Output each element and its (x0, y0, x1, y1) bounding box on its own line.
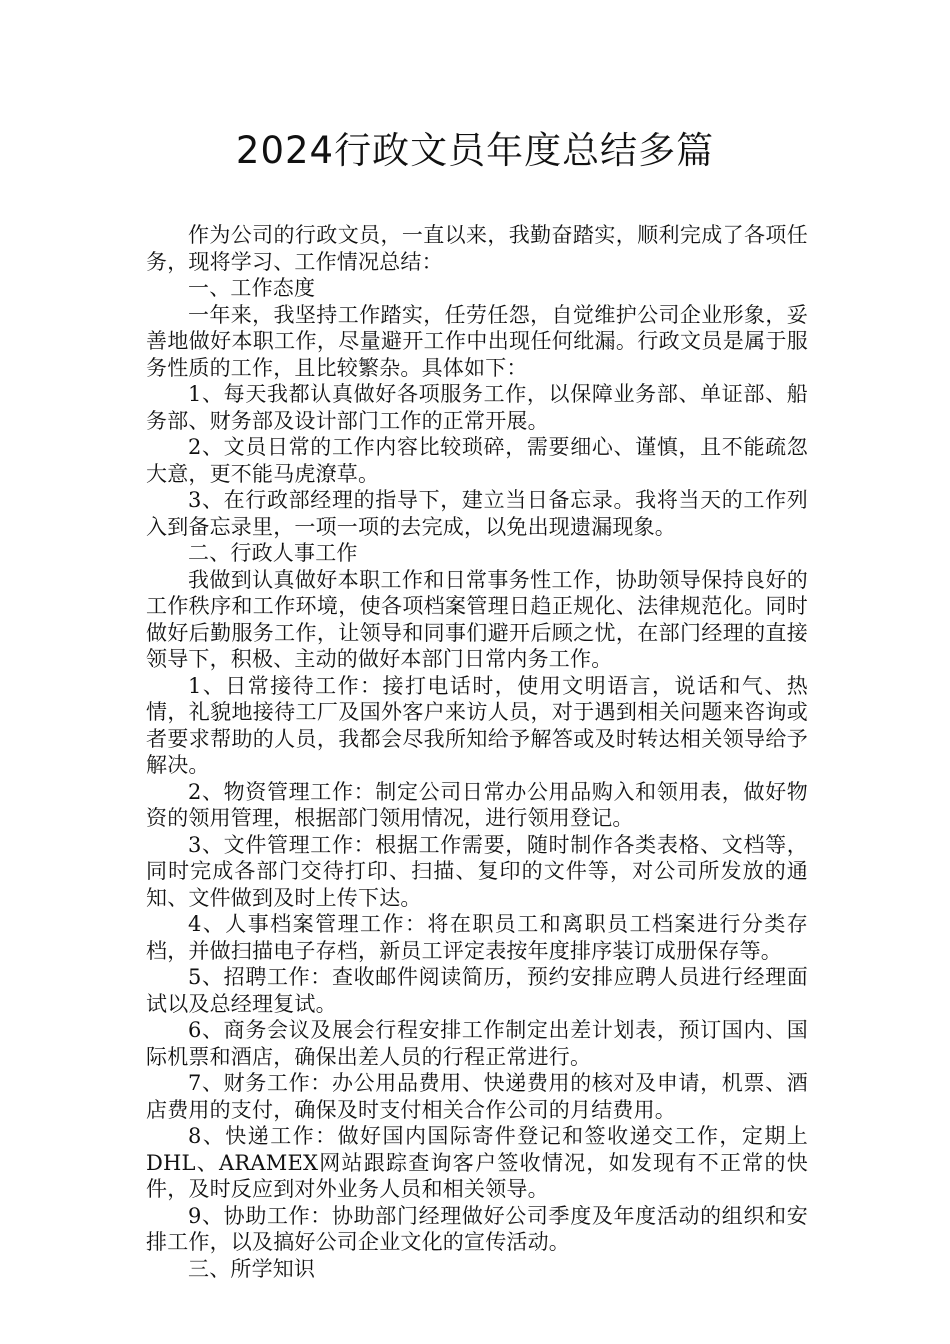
list-item: 1、每天我都认真做好各项服务工作，以保障业务部、单证部、船务部、财务部及设计部门工作的正常开展。 (146, 382, 808, 433)
list-item: 2、物资管理工作：制定公司日常办公用品购入和领用表，做好物资的领用管理，根据部门领用情况，进行领用登记。 (146, 779, 808, 830)
list-item: 8、快递工作：做好国内国际寄件登记和签收递交工作，定期上DHL、ARAMEX网站跟踪查询客户签收情况，如发现有不正常的快件，及时反应到对外业务人员和相关领导。 (146, 1124, 808, 1201)
list-item: 2、文员日常的工作内容比较琐碎，需要细心、谨慎，且不能疏忽大意，更不能马虎潦草。 (146, 435, 808, 486)
paragraph-intro: 作为公司的行政文员，一直以来，我勤奋踏实，顺利完成了各项任务，现将学习、工作情况总结： (146, 223, 808, 274)
list-item: 9、协助工作：协助部门经理做好公司季度及年度活动的组织和安排工作，以及搞好公司企业文化的宣传活动。 (146, 1203, 808, 1254)
section-heading-knowledge: 三、所学知识 (188, 1256, 316, 1281)
list-item: 6、商务会议及展会行程安排工作制定出差计划表，预订国内、国际机票和酒店，确保出差人员的行程正常进行。 (146, 1018, 808, 1069)
list-item: 3、在行政部经理的指导下，建立当日备忘录。我将当天的工作列入到备忘录里，一项一项的去完成，以免出现遗漏现象。 (146, 488, 808, 539)
paragraph-attitude: 一年来，我坚持工作踏实，任劳任怨，自觉维护公司企业形象，妥善地做好本职工作，尽量避开工作中出现任何纰漏。行政文员是属于服务性质的工作，且比较繁杂。具体如下： (146, 302, 808, 380)
document-body (146, 222, 808, 1282)
list-item: 1、日常接待工作：接打电话时，使用文明语言，说话和气、热情，礼貌地接待工厂及国外客户来访人员，对于遇到相关问题来咨询或者要求帮助的人员，我都会尽我所知给予解答或及时转达相关领导给予解决。 (146, 673, 808, 777)
list-item: 5、招聘工作：查收邮件阅读简历，预约安排应聘人员进行经理面试以及总经理复试。 (146, 965, 808, 1016)
section-heading-work-attitude: 一、工作态度 (188, 276, 316, 300)
list-item: 4、人事档案管理工作：将在职员工和离职员工档案进行分类存档，并做扫描电子存档，新员工评定表按年度排序装订成册保存等。 (146, 912, 808, 963)
section-heading-admin-hr: 二、行政人事工作 (188, 541, 358, 565)
document-title: 2024行政文员年度总结多篇 (235, 129, 715, 172)
paragraph-admin-hr: 我做到认真做好本职工作和日常事务性工作，协助领导保持良好的工作秩序和工作环境，使各项档案管理日趋正规化、法律规范化。同时做好后勤服务工作，让领导和同事们避开后顾之忧，在部门经理的直接领导下，积极、主动的做好本部门日常内务工作。 (146, 567, 808, 671)
list-item: 3、文件管理工作：根据工作需要，随时制作各类表格、文档等，同时完成各部门交待打印、扫描、复印的文件等，对公司所发放的通知、文件做到及时上传下达。 (146, 832, 808, 910)
list-item: 7、财务工作：办公用品费用、快递费用的核对及申请，机票、酒店费用的支付，确保及时支付相关合作公司的月结费用。 (146, 1071, 808, 1122)
